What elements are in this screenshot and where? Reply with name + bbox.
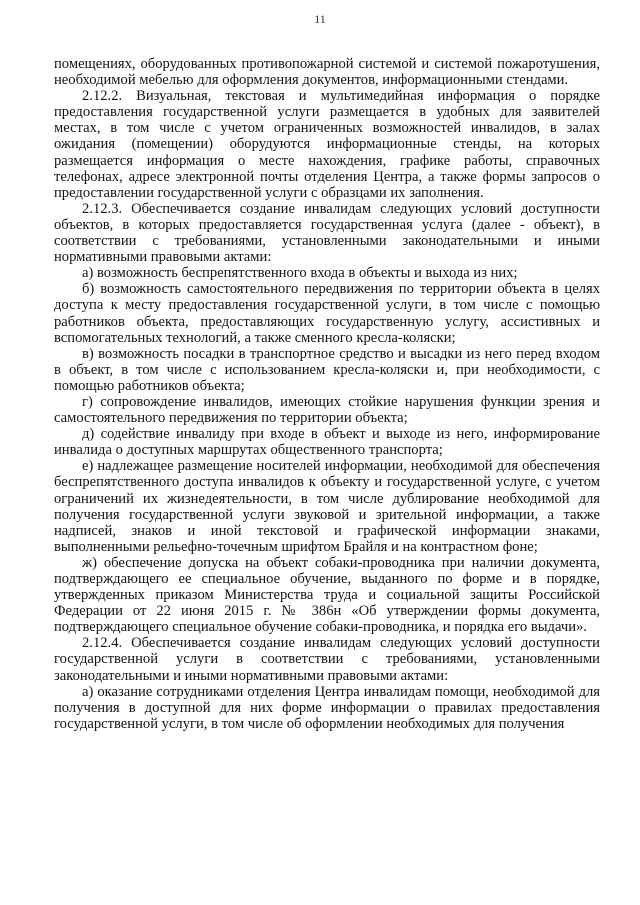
- list-item-g: г) сопровождение инвалидов, имеющих стойкие нарушения функции зрения и самостоятельного передвижения по территории объекта;: [54, 393, 600, 427]
- list-item-d: д) содействие инвалиду при входе в объект и выходе из него, информирование инвалида о доступных маршрутах общественного транспорта;: [54, 426, 600, 459]
- paragraph-2-12-2: 2.12.2. Визуальная, текстовая и мультимедийная информация о порядке предоставления государственной услуги размещается в удобных для заявителей местах, в том числе с учетом ограниченных возможностей инвалидов, в залах ожидания (помещении) оборудуются информационные стенды, на которых размещается информация о месте нахождения, графике работы, справочных телефонах, адресе электронной почты отделения Центра, а также формы запросов о предоставлении государственной услуги с образцами их заполнения.: [54, 88, 600, 201]
- document-body: [54, 56, 600, 732]
- list-item-zh: ж) обеспечение допуска на объект собаки-проводника при наличии документа, подтверждающего ее специальное обучение, выданного по форме и в порядке, утвержденных приказом Министерства труда и социальной защиты Российской Федерации от 22 июня 2015 г. № 386н «Об утверждении формы документа, подтверждающего специальное обучение собаки-проводника, и порядка его выдачи».: [54, 554, 600, 636]
- list-item-a: а) возможность беспрепятственного входа в объекты и выхода из них;: [82, 265, 518, 282]
- paragraph-2-12-3: 2.12.3. Обеспечивается создание инвалидам следующих условий доступности объектов, в которых предоставляется государственная услуга (далее - объект), в соответствии с требованиями, установленными законодательными и иными нормативными правовыми актами:: [54, 200, 600, 266]
- list-item-e: е) надлежащее размещение носителей информации, необходимой для обеспечения беспрепятственного доступа инвалидов к объекту и государственной услуге, с учетом ограничений их жизнедеятельности, в том числе дублирование необходимой для получения государственной услуги звуковой и зрительной информации, а также надписей, знаков и иной текстовой и графической информации знаками, выполненными рельефно-точечным шрифтом Брайля и на контрастном фоне;: [54, 458, 600, 555]
- list-item-v: в) возможность посадки в транспортное средство и высадки из него перед входом в объект, в том числе с использованием кресла-коляски и, при необходимости, с помощью работников объекта;: [54, 345, 600, 394]
- paragraph-continuation: помещениях, оборудованных противопожарной системой и системой пожаротушения, необходимой мебелью для оформления документов, информационными стендами.: [54, 56, 600, 89]
- paragraph-2-12-4: 2.12.4. Обеспечивается создание инвалидам следующих условий доступности государственной услуги в соответствии с требованиями, установленными законодательными и иными нормативными правовыми актами:: [54, 635, 600, 684]
- list-item-b: б) возможность самостоятельного передвижения по территории объекта в целях доступа к месту предоставления государственной услуги, в том числе с помощью работников объекта, предоставляющих государственную услугу, ассистивных и вспомогательных технологий, а также сменного кресла-коляски;: [54, 281, 600, 346]
- page-number: 11: [314, 12, 326, 26]
- list-item-a-2: а) оказание сотрудниками отделения Центра инвалидам помощи, необходимой для получения в доступной для них форме информации о правилах предоставления государственной услуги, в том числе об оформлении необходимых для получения: [54, 683, 600, 732]
